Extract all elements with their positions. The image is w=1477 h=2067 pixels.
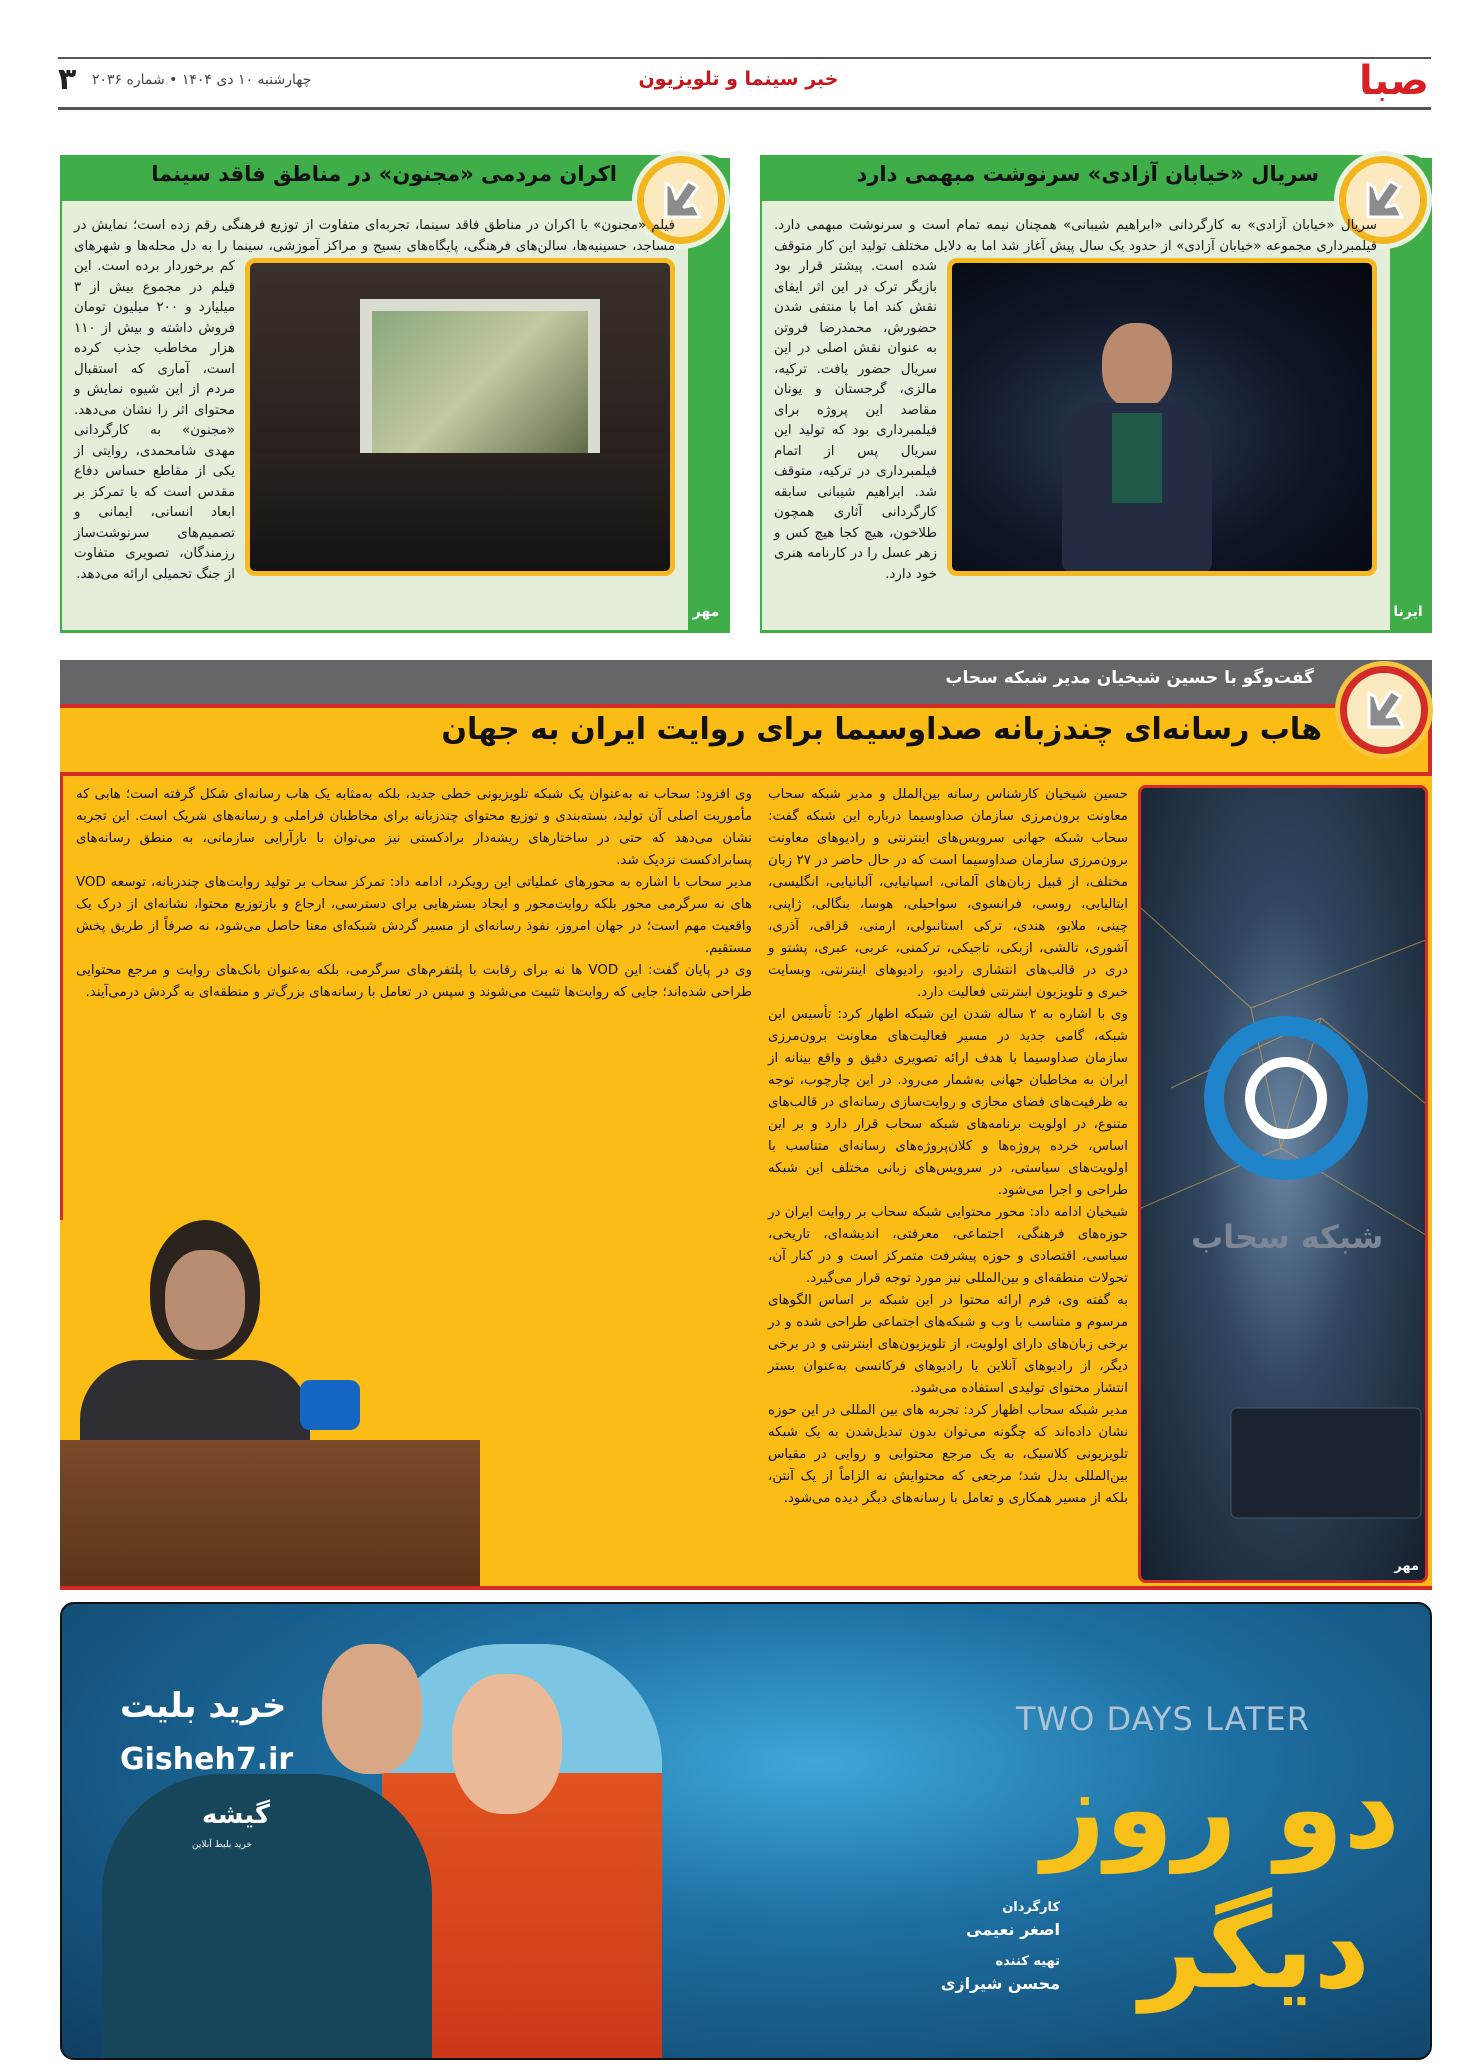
network-lines xyxy=(1141,788,1428,1583)
article-majnoon xyxy=(60,155,730,633)
article-khiaban-azadi xyxy=(760,155,1432,633)
page-number: ۳ xyxy=(58,62,77,97)
header-bottom-rule xyxy=(58,107,1431,110)
article-title: اکران مردمی «مجنون» در مناطق فاقد سینما xyxy=(151,162,617,186)
interview-column-left xyxy=(76,784,752,1004)
movie-advertisement[interactable] xyxy=(60,1602,1432,2060)
interview-article xyxy=(60,660,1432,1590)
director-label: کارگردان xyxy=(1002,1900,1060,1915)
screen-image xyxy=(372,311,588,457)
paragraph: وی در پایان گفت: این VOD ها نه برای رقابت با پلتفرم‌های سرگرمی، بلکه به‌عنوان بانک‌های روایت و مرجع محتوایی طراحی شده‌اند؛ جایی که روایت‌ها تثبیت می‌شوند و سپس در تعامل با رسانه‌های بزرگ‌تر و منطقه‌ای به گردش درمی‌آیند. xyxy=(76,963,753,1000)
paragraph: مدیر شبکه سحاب اظهار کرد: تجربه های بین المللی در این حوزه نشان داده‌اند که چگونه می‌توان بدون تبدیل‌شدن به یک شبکه تلویزیونی کلاسیک، به یک مرجع محتوایی و روایی در مقیاس بین‌المللی بدل شد؛ مرجعی که محتوایش نه الزاماً از یک آنتن، بلکه از مسیر همکاری و تعامل با رسانه‌های دیگر دیده می‌شود. xyxy=(768,1403,1128,1506)
article-body xyxy=(74,216,675,626)
ad-actress-face xyxy=(452,1674,562,1814)
photo-source: ایرنا xyxy=(1393,604,1423,620)
paragraph: وی با اشاره به ۲ ساله شدن این شبکه اظهار کرد: تأسیس این شبکه، گامی جدید در مسیر فعالیت‌های معاونت برون‌مرزی سازمان صداوسیما با هدف ارائه تصویری دقیق و واقع بینانه از ایران به مخاطبان جهانی به‌شمار می‌رود. در این چارچوب، توجه به ظرفیت‌های فضای مجازی و روایت‌سازی رسانه‌ای در قالب‌های متنوع، در اولویت برنامه‌های شبکه سحاب قرار دارد و بر این اساس، خرده پروژه‌ها و کلان‌پروژه‌های رسانه‌ای متناسب با اولویت‌های سیاستی، در سرویس‌های زبانی مختلف این شبکه طراحی و اجرا می‌شود. xyxy=(768,1007,1128,1198)
sahab-network-image xyxy=(1138,785,1428,1583)
photo-source: مهر xyxy=(692,604,720,620)
article-title: سریال «خیابان آزادی» سرنوشت مبهمی دارد xyxy=(856,162,1319,186)
photo-sheikhian xyxy=(60,1220,480,1590)
paragraph: حسین شیخیان کارشناس رسانه بین‌الملل و مدیر شبکه سحاب معاونت برون‌مرزی سازمان صداوسیما درباره این شبکه گفت: سحاب شبکه جهانی سرویس‌های اینترنتی و رادیوهای معاونت برون‌مرزی سازمان صداوسیما است که در حال حاضر در ۲۷ زبان مختلف، از قبیل زبان‌های آلمانی، اسپانیایی، آلبانیایی، انگلیسی، ایتالیایی، روسی، فرانسوی، سواحیلی، هوسا، بنگالی، ژاپنی، چینی، ملایو، هندی، ترکی استانبولی، ارمنی، قزاقی، آذری، آشوری، تالشی، ازبکی، تاجیکی، ترکمنی، عربی، عبری، پشتو و دری در قالب‌های انتشاری رادیو، رادیوهای اینترنتی، وبسایت خبری و تلویزیون اینترنتی فعالیت دارد. xyxy=(768,787,1128,1000)
sahab-logo-text: شبکه سحاب xyxy=(1191,1218,1384,1256)
interview-column-right xyxy=(768,784,1128,1510)
article-title: هاب رسانه‌ای چندزبانه صداوسیما برای روایت ایران به جهان xyxy=(441,712,1322,747)
photo-sweater xyxy=(1112,413,1162,503)
paragraph: وی افزود: سحاب نه به‌عنوان یک شبکه تلویزیونی خطی جدید، بلکه به‌مثابه یک هاب رسانه‌ای شکل گرفته است؛ هابی که مأموریت اصلی آن تولید، بسته‌بندی و توزیع محتوای چندزبانه برای مخاطبان فراملی و رسانه‌های شریک است. این تجربه نشان می‌دهد که حتی در ساختارهای ریشه‌دار برادکستی نیز می‌توان با بازآرایی سازمانی، به منطق رسانه‌های پسابرادکست نزدیک شد. xyxy=(76,787,752,868)
sahab-logo-icon xyxy=(1214,1026,1358,1170)
english-title: TWO DAYS LATER xyxy=(1015,1700,1310,1738)
podium xyxy=(60,1440,480,1590)
divider xyxy=(60,1586,1432,1590)
paragraph: مدیر سحاب با اشاره به محورهای عملیاتی این رویکرد، ادامه داد: تمرکز سحاب بر تولید روایت‌های چندزبانه، توسعه VOD های نه سرگرمی محور بلکه روایت‌محور و ایجاد بسترهایی برای دسترسی، ارجاع و بازتوزیع محتوا، نشانه‌ای از درک یک واقعیت مهم است؛ در جهان امروز، نفوذ رسانه‌ای از مسیر گردش شبکه‌ای معنا حاصل می‌شود، نه صرفاً از طریق پخش مستقیم. xyxy=(76,875,752,956)
issue-date: چهارشنبه ۱۰ دی ۱۴۰۴ • شماره ۲۰۳۶ xyxy=(92,72,312,88)
microphone-icon xyxy=(300,1380,360,1430)
section-title: خبر سینما و تلویزیون xyxy=(638,68,839,90)
photo-source: مهر xyxy=(1394,1559,1419,1574)
producer-name: محسن شیرازی xyxy=(940,1974,1060,1993)
header-top-rule xyxy=(58,57,1431,59)
ad-actor-face xyxy=(322,1644,422,1774)
paragraph: شیخیان ادامه داد: محور محتوایی شبکه سحاب بر روایت ایران در حوزه‌های فرهنگی، اجتماعی، معرفتی، اندیشه‌ای، تاریخی، سیاسی، اقتصادی و حوزه پیشرفت متمرکز است و در کنار آن، تحولات منطقه‌ای و بین‌المللی نیز مورد توجه قرار می‌گیرد. xyxy=(768,1205,1128,1286)
photo-actor xyxy=(947,258,1377,576)
article-text: فیلم «مجنون» با اکران در مناطق فاقد سینما، تجربه‌ای متفاوت از توزیع فرهنگی رقم زده است؛ نمایش در مساجد، حسینیه‌ها، سالن‌های فرهنگی، پایگاه‌های بسیج و مراکز آموزشی، سینما را به دل محله‌ها و شهرهای کم برخوردار برده است. این فیلم در مجموع بیش از ۳ میلیارد و ۲۰۰ میلیون تومان فروش داشته و بیش از ۱۱۰ هزار مخاطب جذب کرده است، آماری که استقبال مردم از این شیوه نمایش و محتوای اثر را نشان می‌دهد. «مجنون» به کارگردانی مهدی شامحمدی، روایتی از یکی از مقاطع حساس دفاع مقدس است که با تمرکز بر ابعاد انسانی، ایمانی و تصمیم‌های سرنوشت‌ساز رزمندگان، تصویری متفاوت از جنگ تحمیلی ارائه می‌دهد. xyxy=(74,218,675,582)
photo-face xyxy=(1102,323,1172,409)
arrow-badge-icon xyxy=(1340,666,1428,754)
article-kicker: گفت‌وگو با حسین شیخیان مدیر شبکه سحاب xyxy=(945,668,1314,688)
article-body xyxy=(774,216,1377,626)
movie-title-line1: دو روز xyxy=(1041,1745,1400,1873)
photo-screening xyxy=(245,258,675,576)
paragraph: به گفته وی، فرم ارائه محتوا در این شبکه بر اساس الگوهای مرسوم و متناسب با وب و شبکه‌های اجتماعی طراحی شده و در برخی زبان‌های دارای اولویت، از تلویزیون‌های اینترنتی و در برخی دیگر، از رادیوهای آنلاین یا رادیوهای فرکانسی به‌عنوان بستر انتشار محتوای تولیدی استفاده می‌شود. xyxy=(768,1293,1128,1396)
article-text: سریال «خیابان آزادی» به کارگردانی «ابراهیم شیبانی» همچنان نیمه تمام است و سرنوشت مبهمی دارد. فیلمبرداری مجموعه «خیابان آزادی» از حدود یک سال پیش آغاز شد اما به دلایل مختلف تولید این کار متوقف شده است. پیشتر قرار بود بازیگر ترک در این اثر ایفای نقش کند اما با منتفی شدن حضورش، محمدرضا فروتن به عنوان نقش اصلی در این سریال حضور یافت. ترکیه، مالزی، گرجستان و یونان مقاصد این پروژه برای فیلمبرداری بود که تولید این سریال پس از اتمام فیلمبرداری در ترکیه، متوقف شد. ابراهیم شیبانی سابقه کارگردانی آثاری همچون طلاخون، هیچ کجا هیچ کس و زهر عسل را در کارنامه هنری خود دارد. xyxy=(774,218,1377,582)
buy-ticket-label[interactable]: خرید بلیت xyxy=(120,1686,287,1726)
movie-title-line2: دیگر xyxy=(1139,1885,1370,2013)
gisheh-logo: گیشه xyxy=(202,1800,270,1830)
audience xyxy=(250,453,675,576)
producer-label: تهیه کننده xyxy=(995,1954,1060,1969)
portrait-face xyxy=(165,1250,245,1350)
ticket-website-link[interactable]: Gisheh7.ir xyxy=(120,1742,294,1777)
newspaper-logo[interactable]: صبا xyxy=(1359,58,1429,104)
gisheh-logo-subtitle: خرید بلیط آنلاین xyxy=(192,1840,252,1850)
director-name: اصغر نعیمی xyxy=(966,1920,1060,1939)
